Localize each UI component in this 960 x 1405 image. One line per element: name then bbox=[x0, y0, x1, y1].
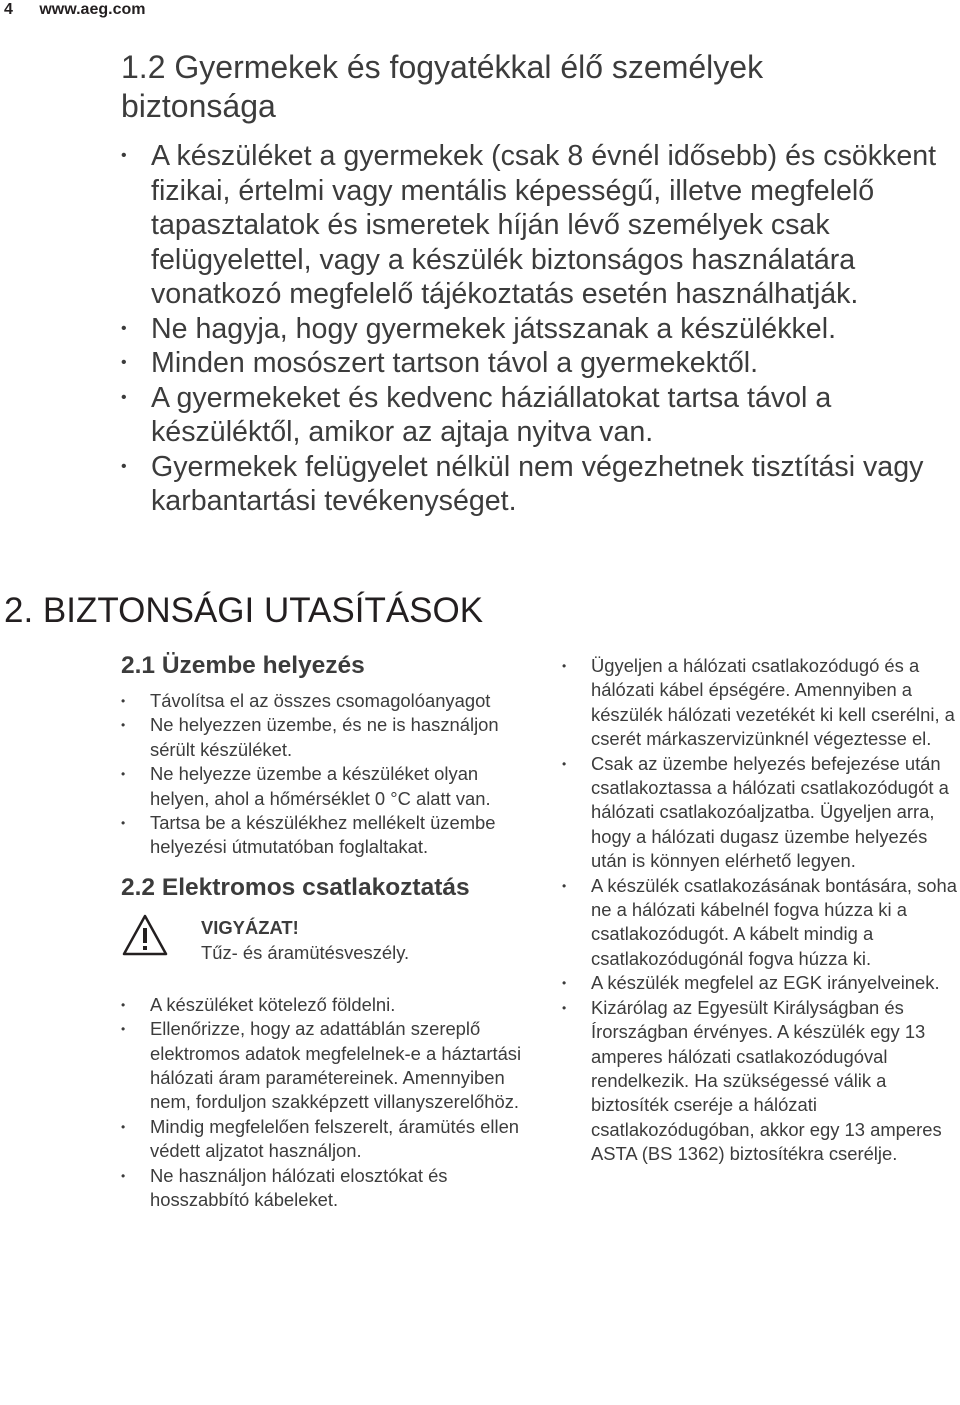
warning-text: Tűz- és áramütésveszély. bbox=[201, 941, 410, 963]
list-item: • Ne helyezzen üzembe, és ne is használjon sérült készüléket. bbox=[121, 714, 499, 760]
bullet-icon: • bbox=[562, 659, 567, 673]
warning-box bbox=[121, 913, 541, 975]
warning-triangle-icon bbox=[121, 913, 169, 957]
list-item: • A készülék megfelel az EGK irányelveinek. bbox=[562, 971, 958, 995]
section-2-1-list bbox=[121, 689, 541, 860]
left-column bbox=[121, 650, 541, 1213]
list-item: • Csak az üzembe helyezés befejezése után csatlakoztassa a hálózati csatlakozódugót a hálózati csatlakozóaljzatba. Ügyeljen arra, hogy a hálózati dugasz üzembe helyezés után is könnyen elérhető legyen. bbox=[562, 752, 949, 872]
section-2-title: 2. BIZTONSÁGI UTASÍTÁSOK bbox=[4, 591, 484, 630]
list-item: • Ne helyezze üzembe a készüléket olyan helyen, ahol a hőmérséklet 0 °C alatt van. bbox=[121, 763, 491, 809]
website-url: www.aeg.com bbox=[39, 1, 146, 18]
section-2-2-title: 2.2 Elektromos csatlakoztatás bbox=[121, 873, 470, 901]
bullet-icon: • bbox=[121, 354, 127, 371]
bullet-icon: • bbox=[562, 756, 567, 771]
section-2-1-title: 2.1 Üzembe helyezés bbox=[121, 652, 365, 679]
bullet-icon: • bbox=[562, 976, 567, 991]
section-1-2-list bbox=[121, 139, 951, 519]
bullet-icon: • bbox=[562, 878, 567, 893]
list-item: • A készülék csatlakozásának bontására, soha ne a hálózati kábelnél fogva húzza ki a csatlakozódugót. A kábelt mindig a csatlakozódugónál fogva húzza ki. bbox=[562, 874, 957, 969]
bullet-icon: • bbox=[121, 319, 127, 337]
list-item: • Ne használjon hálózati elosztókat és hosszabbító kábeleket. bbox=[121, 1164, 448, 1211]
bullet-icon: • bbox=[121, 767, 126, 782]
section-2-2-list-continued bbox=[562, 654, 958, 1167]
list-item: • A készüléket a gyermekek (csak 8 évnél idősebb) és csökkent fizikai, értelmi vagy mentális képességű, illetve megfelelő tapasztalatok és ismeretek híján lévő személyek csak felügyelettel, vagy a készülék biztonságos használatára vonatkozó megfelelő tájékoztatás esetén használhatják. bbox=[121, 140, 937, 310]
warning-title: VIGYÁZAT! bbox=[201, 916, 299, 938]
list-item: • Ellenőrizze, hogy az adattáblán szereplő elektromos adatok megfelelnek-e a háztartási hálózati áram paramétereinek. Amennyiben nem, forduljon szakképzett villanyszerelőhöz. bbox=[121, 1018, 522, 1113]
list-item: • Távolítsa el az összes csomagolóanyagot bbox=[121, 689, 541, 713]
bullet-icon: • bbox=[121, 718, 126, 733]
bullet-icon: • bbox=[121, 1022, 126, 1037]
bullet-icon: • bbox=[121, 147, 127, 164]
bullet-icon: • bbox=[562, 1000, 567, 1015]
bullet-icon: • bbox=[121, 997, 126, 1012]
right-column bbox=[562, 654, 958, 1167]
bullet-icon: • bbox=[121, 1168, 126, 1183]
list-item: • Mindig megfelelően felszerelt, áramütés ellen védett aljzatot használjon. bbox=[121, 1115, 520, 1162]
warning-text-block bbox=[201, 915, 409, 965]
bullet-icon: • bbox=[121, 816, 126, 831]
list-item: • A készüléket kötelező földelni. bbox=[121, 993, 541, 1017]
list-item: • A gyermekeket és kedvenc háziállatokat tartsa távol a készüléktől, amikor az ajtaja nyitva van. bbox=[121, 381, 832, 448]
bullet-icon: • bbox=[121, 694, 126, 708]
section-2-2-list bbox=[121, 993, 541, 1213]
page-header bbox=[4, 0, 145, 20]
list-item: • Tartsa be a készülékhez mellékelt üzembe helyezési útmutatóban foglaltakat. bbox=[121, 812, 496, 858]
page-number: 4 bbox=[4, 1, 13, 18]
list-item: • Ne hagyja, hogy gyermekek játsszanak a készülékkel. bbox=[121, 312, 837, 345]
list-item: • Ügyeljen a hálózati csatlakozódugó és a hálózati kábel épségére. Amennyiben a készülék hálózati vezetékét ki kell cserélni, a cserét márkaszervizünknél végeztesse el. bbox=[562, 655, 955, 750]
bullet-icon: • bbox=[121, 1119, 126, 1134]
bullet-icon: • bbox=[121, 457, 127, 475]
section-1-2-title: 1.2 Gyermekek és fogyatékkal élő személyek biztonsága bbox=[121, 49, 764, 124]
list-item: • Kizárólag az Egyesült Királyságban és Írországban érvényes. A készülék egy 13 amperes hálózati csatlakozódugóval rendelkezik. Ha szükségessé válik a biztosíték cseréje a hálózati csatlakozódugóban, akkor egy 13 amperes ASTA (BS 1362) biztosítékra cserélje. bbox=[562, 996, 942, 1165]
list-item: • Gyermekek felügyelet nélkül nem végezhetnek tisztítási vagy karbantartási tevékenységet. bbox=[121, 450, 924, 517]
list-item: • Minden mosószert tartson távol a gyermekektől. bbox=[121, 347, 759, 379]
bullet-icon: • bbox=[121, 388, 127, 406]
